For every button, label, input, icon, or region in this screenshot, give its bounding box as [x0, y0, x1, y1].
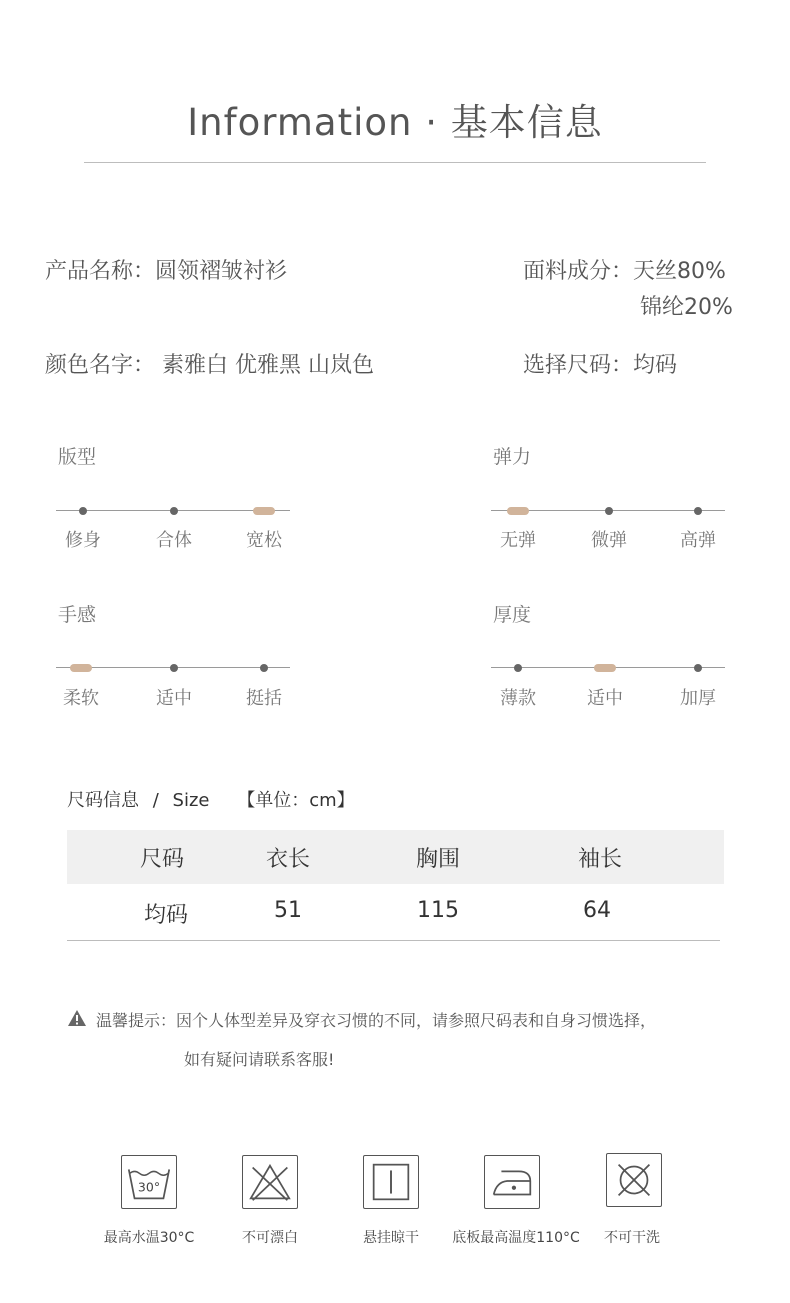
- care-label-wash: 最高水温30°C: [103, 1230, 195, 1246]
- attribute-selected-marker: [253, 507, 275, 515]
- size-caption-zh: 尺码信息: [67, 790, 139, 811]
- attribute-option-label: 高弹: [680, 530, 716, 551]
- tip-line-1: 温馨提示：因个人体型差异及穿衣习惯的不同，请参照尺码表和自身习惯选择，: [96, 1011, 657, 1030]
- fabric-line-2: 锦纶20%: [640, 295, 733, 320]
- attribute-label: 版型: [58, 446, 97, 468]
- care-label-dry-clean: 不可干洗: [604, 1230, 660, 1246]
- iron-110-icon: [484, 1155, 540, 1209]
- attribute-option-label: 加厚: [680, 688, 716, 709]
- product-name: 产品名称：圆领褶皱衬衫: [45, 259, 288, 284]
- no-dry-clean-icon: [606, 1153, 662, 1207]
- size-header-size: 尺码: [139, 847, 184, 872]
- warning-triangle-icon: [67, 1009, 87, 1027]
- wash-temp-badge: 30°: [137, 1179, 161, 1195]
- attribute-option-dot: [694, 507, 702, 515]
- size-cell-length: 51: [274, 898, 302, 923]
- size-cell-bust: 115: [417, 898, 459, 923]
- attribute-option-label: 修身: [65, 530, 101, 551]
- care-label-iron: 底板最高温度110°C: [452, 1230, 580, 1246]
- care-label-dry: 悬挂晾干: [363, 1230, 419, 1246]
- attribute-label: 厚度: [493, 604, 532, 626]
- attribute-option-label: 合体: [156, 530, 192, 551]
- title-divider: [84, 162, 706, 163]
- attribute-option-label: 柔软: [63, 688, 99, 709]
- attribute-option-dot: [260, 664, 268, 672]
- attribute-selected-marker: [507, 507, 529, 515]
- fabric-line-1: 面料成分：天丝80%: [523, 259, 726, 284]
- wash-30-icon: [121, 1155, 177, 1209]
- size-header-length: 衣长: [265, 847, 310, 872]
- attribute-option-dot: [170, 507, 178, 515]
- size-header-sleeve: 袖长: [577, 847, 622, 872]
- attribute-option-label: 适中: [156, 688, 192, 709]
- no-bleach-icon: [242, 1155, 298, 1209]
- tip-line-2: 如有疑问请联系客服!: [184, 1050, 335, 1069]
- hang-dry-icon: [363, 1155, 419, 1209]
- page-title: Information · 基本信息: [187, 101, 603, 144]
- attribute-selected-marker: [594, 664, 616, 672]
- attribute-option-label: 薄款: [500, 688, 536, 709]
- attribute-label: 手感: [58, 604, 97, 626]
- size-caption-separator: /: [152, 790, 159, 811]
- attribute-option-label: 微弹: [591, 530, 627, 551]
- size-cell-sleeve: 64: [583, 898, 611, 923]
- attribute-option-dot: [694, 664, 702, 672]
- attribute-option-label: 宽松: [246, 530, 282, 551]
- attribute-selected-marker: [70, 664, 92, 672]
- size-table-bottom-rule: [67, 940, 720, 941]
- attribute-option-dot: [170, 664, 178, 672]
- attribute-option-label: 挺括: [246, 688, 282, 709]
- attribute-option-dot: [605, 507, 613, 515]
- attribute-option-dot: [79, 507, 87, 515]
- care-label-bleach: 不可漂白: [242, 1230, 298, 1246]
- attribute-option-label: 适中: [587, 688, 623, 709]
- size-caption-en: Size: [172, 790, 210, 811]
- size-cell-size: 均码: [143, 903, 188, 928]
- attribute-option-dot: [514, 664, 522, 672]
- attribute-label: 弹力: [493, 446, 532, 468]
- attribute-option-label: 无弹: [500, 530, 536, 551]
- size-header-bust: 胸围: [415, 847, 460, 872]
- size-choice: 选择尺码：均码: [523, 353, 678, 378]
- size-table-caption: [67, 786, 355, 812]
- size-unit: 【单位：cm】: [237, 790, 355, 811]
- color-names: 颜色名字： 素雅白 优雅黑 山岚色: [45, 353, 374, 378]
